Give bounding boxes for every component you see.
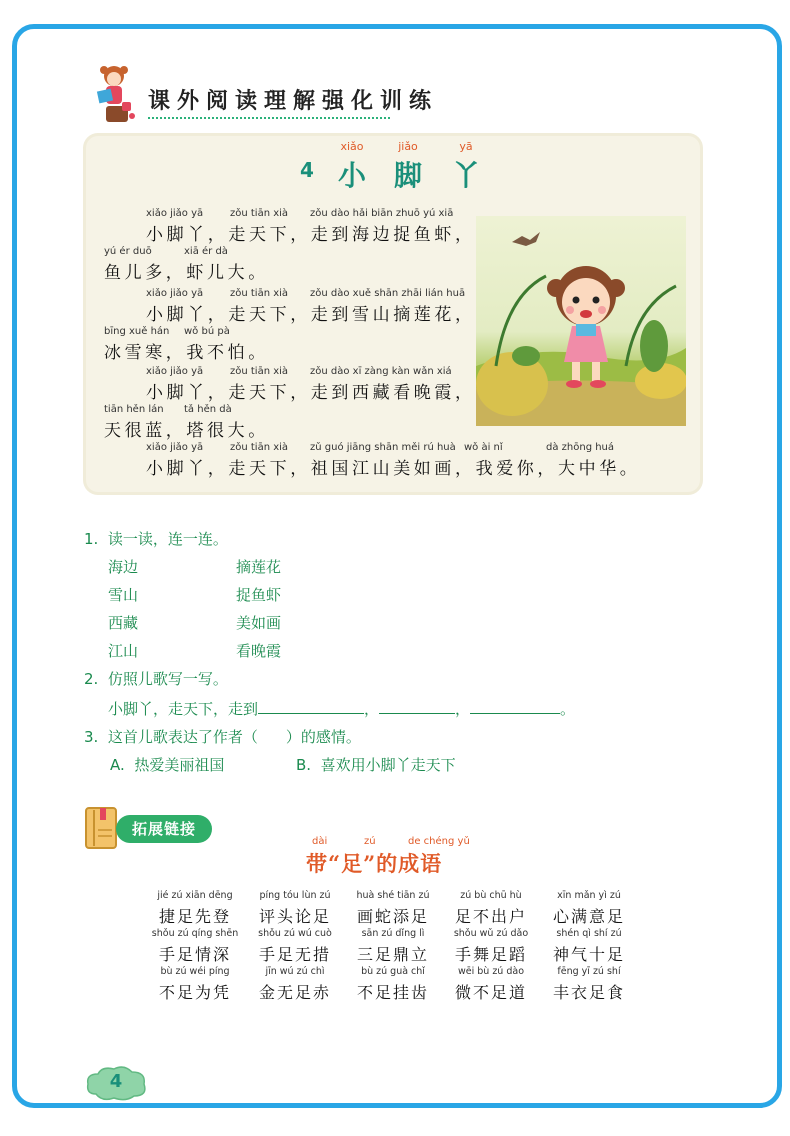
question-3: 3. 这首儿歌表达了作者（ ）的感情。: [84, 728, 361, 746]
idiom-item: píng tóu lùn zú 评头论足: [258, 890, 331, 926]
idiom-item: sān zú dǐng lì 三足鼎立: [356, 928, 429, 964]
idiom-section-title: [304, 836, 494, 880]
poem-text: 冰雪寒，我不怕。: [104, 343, 269, 363]
poem-line: [104, 246, 269, 283]
reading-girl-icon: [92, 62, 140, 124]
idiom-item: shén qì shí zú 神气十足: [552, 928, 625, 964]
lesson-number: 4: [300, 158, 314, 182]
idiom-item: jié zú xiān dēng 捷足先登: [157, 890, 233, 926]
idiom-item: bù zú wéi píng 不足为凭: [158, 966, 231, 1002]
book-icon: [84, 806, 120, 850]
idiom-title-text: 带“足”的成语: [306, 851, 443, 876]
match-left-item[interactable]: 江山: [108, 642, 139, 660]
idiom-item: shǒu zú wú cuò 手足无措: [258, 928, 332, 964]
header-title: 课外阅读理解强化训练: [148, 88, 439, 114]
match-left-item[interactable]: 西藏: [108, 614, 139, 632]
poem-pinyin: tǎ hěn dà: [184, 404, 232, 415]
poem-text: 鱼儿多，虾儿大。: [104, 263, 269, 283]
answer-blank-3[interactable]: [470, 700, 560, 714]
page-number: 4: [109, 1071, 123, 1092]
poem-line: [146, 288, 476, 325]
answer-blank-2[interactable]: [379, 700, 455, 714]
poem-pinyin: zǒu dào hǎi biān zhuō yú xiā: [310, 208, 454, 219]
poem-line: [104, 404, 269, 441]
poem-pinyin: zǒu tiān xià: [230, 366, 289, 377]
poem-pinyin: wǒ ài nǐ: [464, 442, 503, 453]
match-right-item[interactable]: 美如画: [236, 614, 282, 632]
poem-pinyin: tiān hěn lán: [104, 404, 164, 415]
poem-pinyin: zǒu tiān xià: [230, 288, 289, 299]
idiom-item: wēi bù zú dào 微不足道: [454, 966, 527, 1002]
poem-pinyin: zǒu dào xī zàng kàn wǎn xiá: [310, 366, 452, 377]
idiom-item: huà shé tiān zú 画蛇添足: [356, 890, 430, 926]
question-2: 2. 仿照儿歌写一写。: [84, 670, 228, 688]
title-char: yā 丫: [451, 140, 480, 192]
idiom-item: bù zú guà chǐ 不足挂齿: [356, 966, 429, 1002]
idiom-item: shǒu wǔ zú dǎo 手舞足蹈: [453, 928, 529, 964]
poem-text: 小脚丫，走天下，祖国江山美如画，我爱你，大中华。: [146, 459, 641, 479]
illustration-image: [476, 216, 686, 426]
poem-pinyin: xiǎo jiǎo yā: [146, 442, 204, 453]
poem-text: 天很蓝，塔很大。: [104, 421, 269, 441]
title-char: jiǎo 脚: [393, 140, 422, 192]
poem-pinyin: yú ér duō: [104, 246, 152, 257]
poem-text: 小脚丫，走天下，走到雪山摘莲花，: [146, 305, 476, 325]
poem-line: [146, 208, 476, 245]
lesson-title: [296, 140, 496, 190]
match-right-item[interactable]: 捉鱼虾: [236, 586, 282, 604]
girl-walking-illustration: [476, 216, 686, 426]
poem-pinyin: bīng xuě hán: [104, 326, 170, 337]
page-number-badge: [84, 1064, 148, 1102]
extension-label: 拓展链接: [116, 815, 212, 843]
idiom-item: fēng yī zú shí 丰衣足食: [552, 966, 625, 1002]
option-b[interactable]: B. 喜欢用小脚丫走天下: [296, 756, 456, 774]
title-pinyin: zú: [364, 836, 376, 847]
header-divider: [148, 117, 390, 119]
poem-pinyin: wǒ bú pà: [184, 326, 230, 337]
option-a[interactable]: A. 热爱美丽祖国: [110, 756, 225, 774]
poem-pinyin: xiā ér dà: [184, 246, 228, 257]
poem-text: 小脚丫，走天下，走到西藏看晚霞，: [146, 383, 476, 403]
poem-pinyin: xiǎo jiǎo yā: [146, 288, 204, 299]
poem-text: 小脚丫，走天下，走到海边捉鱼虾，: [146, 225, 476, 245]
answer-blank-1[interactable]: [258, 700, 364, 714]
poem-line: [146, 442, 640, 479]
poem-line: [146, 366, 476, 403]
poem-pinyin: xiǎo jiǎo yā: [146, 366, 204, 377]
title-pinyin: de chéng yǔ: [408, 836, 470, 847]
match-right-item[interactable]: 看晚霞: [236, 642, 282, 660]
poem-pinyin: zǔ guó jiāng shān měi rú huà: [310, 442, 456, 453]
idiom-item: jīn wú zú chì 金无足赤: [258, 966, 331, 1002]
match-left-item[interactable]: 海边: [108, 558, 139, 576]
idiom-item: zú bù chū hù 足不出户: [454, 890, 527, 926]
question-2-prompt: 小脚丫，走天下，走到 ， ， 。: [108, 700, 576, 718]
title-pinyin: dài: [312, 836, 328, 847]
question-1: 1. 读一读，连一连。: [84, 530, 228, 548]
poem-pinyin: xiǎo jiǎo yā: [146, 208, 204, 219]
poem-pinyin: dà zhōng huá: [546, 442, 615, 453]
title-char: xiǎo 小: [337, 140, 366, 192]
match-right-item[interactable]: 摘莲花: [236, 558, 282, 576]
poem-pinyin: zǒu tiān xià: [230, 208, 289, 219]
idiom-item: shǒu zú qíng shēn 手足情深: [151, 928, 239, 964]
poem-pinyin: zǒu tiān xià: [230, 442, 289, 453]
idiom-item: xīn mǎn yì zú 心满意足: [552, 890, 625, 926]
match-left-item[interactable]: 雪山: [108, 586, 139, 604]
poem-pinyin: zǒu dào xuě shān zhāi lián huā: [310, 288, 466, 299]
poem-line: [104, 326, 269, 363]
